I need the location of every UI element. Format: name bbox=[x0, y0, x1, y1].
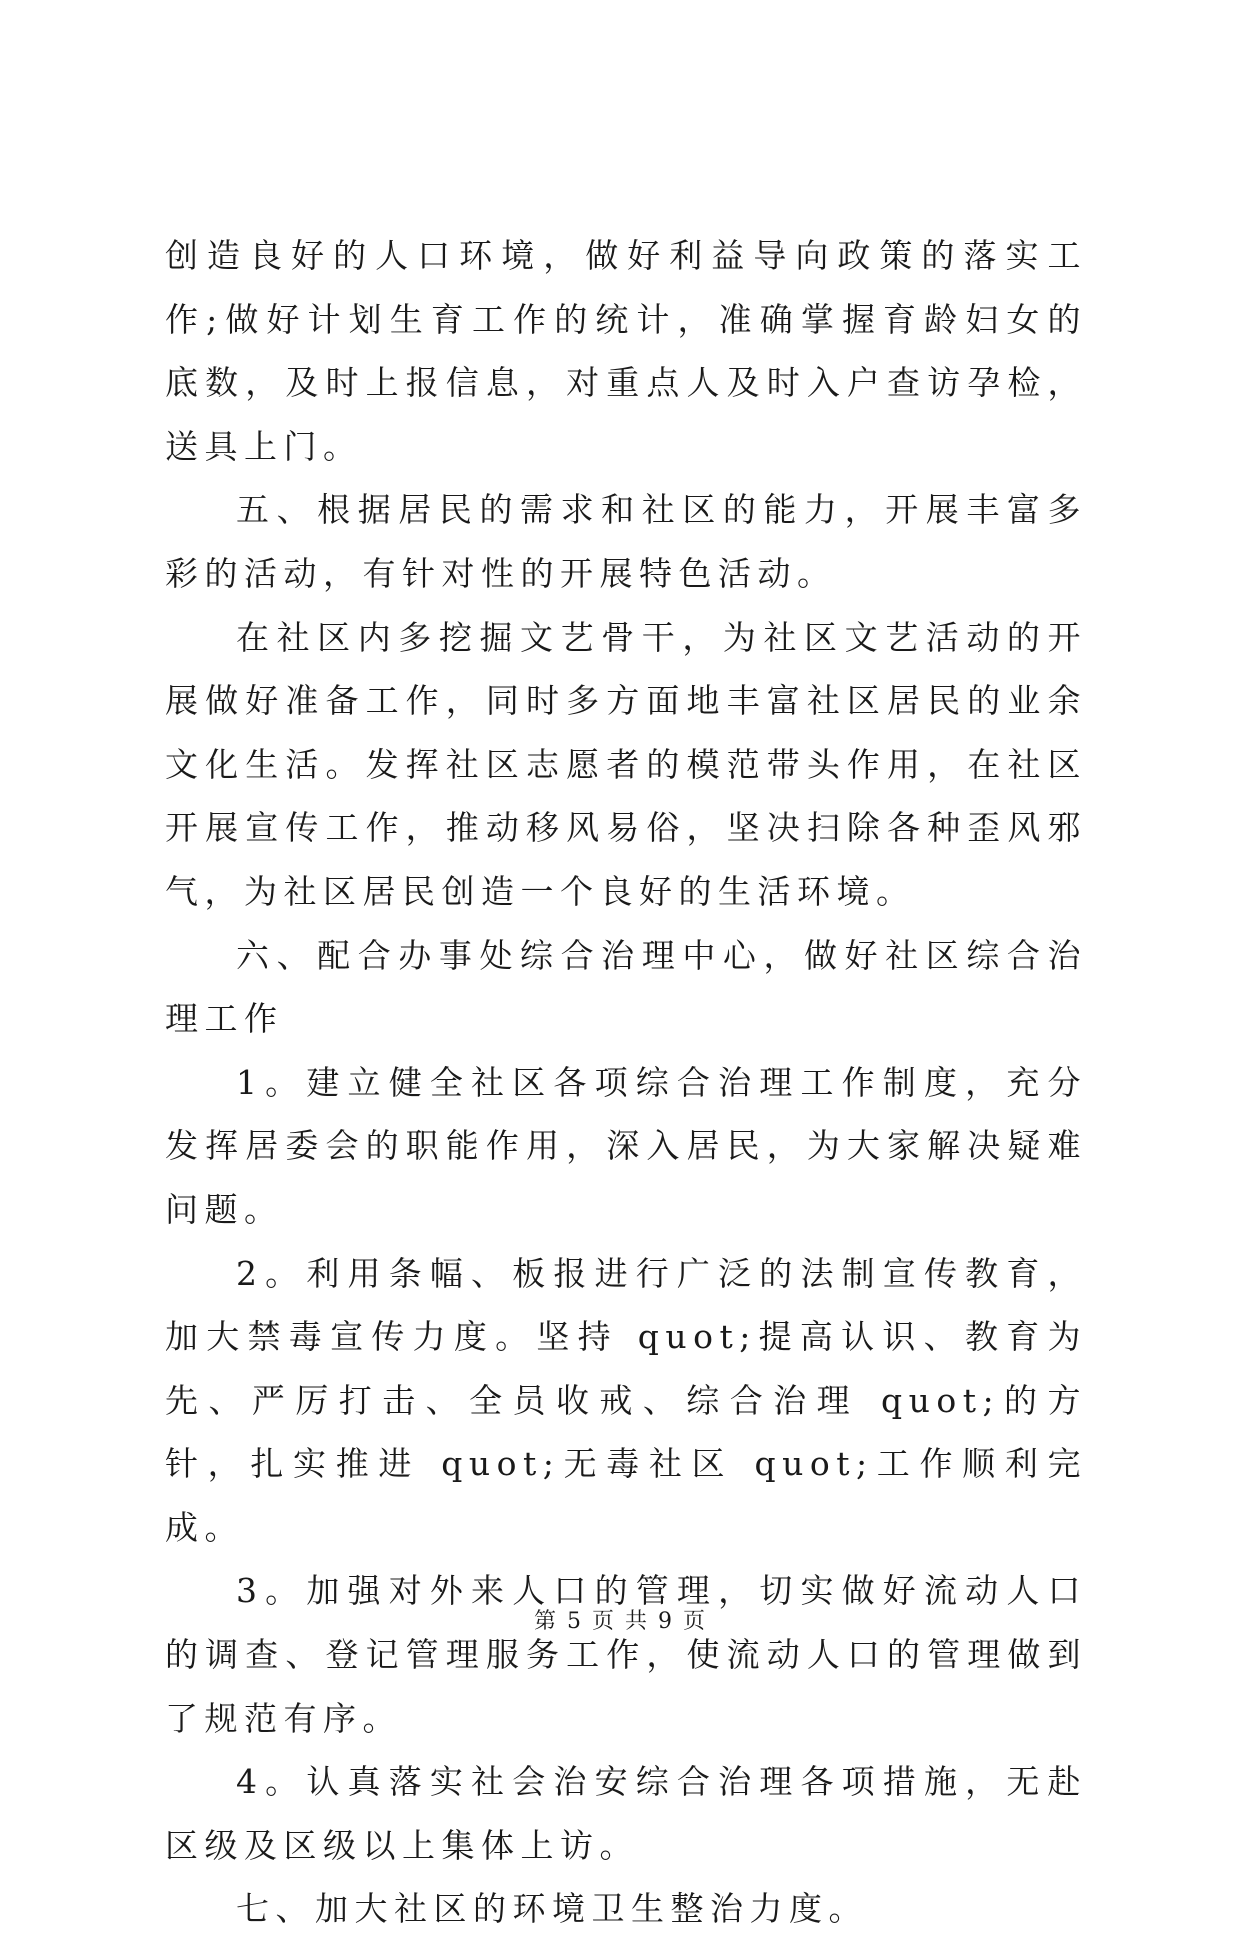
paragraph: 创造良好的人口环境，做好利益导向政策的落实工作;做好计划生育工作的统计，准确掌握育龄妇女的底数，及时上报信息，对重点人及时入户查访孕检，送具上门。 bbox=[165, 236, 1087, 466]
paragraph: 六、配合办事处综合治理中心，做好社区综合治理工作 bbox=[165, 935, 1087, 1039]
paragraph: 1。建立健全社区各项综合治理工作制度，充分发挥居委会的职能作用，深入居民，为大家解决疑难问题。 bbox=[165, 1062, 1087, 1229]
paragraph: 在社区内多挖掘文艺骨干，为社区文艺活动的开展做好准备工作，同时多方面地丰富社区居民的业余文化生活。发挥社区志愿者的模范带头作用，在社区开展宣传工作，推动移风易俗，坚决扫除各种歪风邪气，为社区居民创造一个良好的生活环境。 bbox=[165, 617, 1087, 911]
paragraph: 4。认真落实社会治安综合治理各项措施，无赴区级及区级以上集体上访。 bbox=[165, 1762, 1087, 1865]
paragraph: 2。利用条幅、板报进行广泛的法制宣传教育，加大禁毒宣传力度。坚持 quot;提高认识、教育为先、严厉打击、全员收戒、综合治理 quot;的方针，扎实推进 quot;无毒社区 quot;工作顺利完成。 bbox=[165, 1253, 1087, 1547]
paragraph: 七、加大社区的环境卫生整治力度。 bbox=[236, 1889, 868, 1929]
page-number-footer: 第 5 页 共 9 页 bbox=[534, 1609, 707, 1634]
document-body bbox=[165, 224, 1087, 1941]
paragraph: 3。加强对外来人口的管理，切实做好流动人口的调查、登记管理服务工作，使流动人口的管理做到了规范有序。 bbox=[165, 1571, 1087, 1738]
paragraph: 五、根据居民的需求和社区的能力，开展丰富多彩的活动，有针对性的开展特色活动。 bbox=[165, 490, 1087, 593]
